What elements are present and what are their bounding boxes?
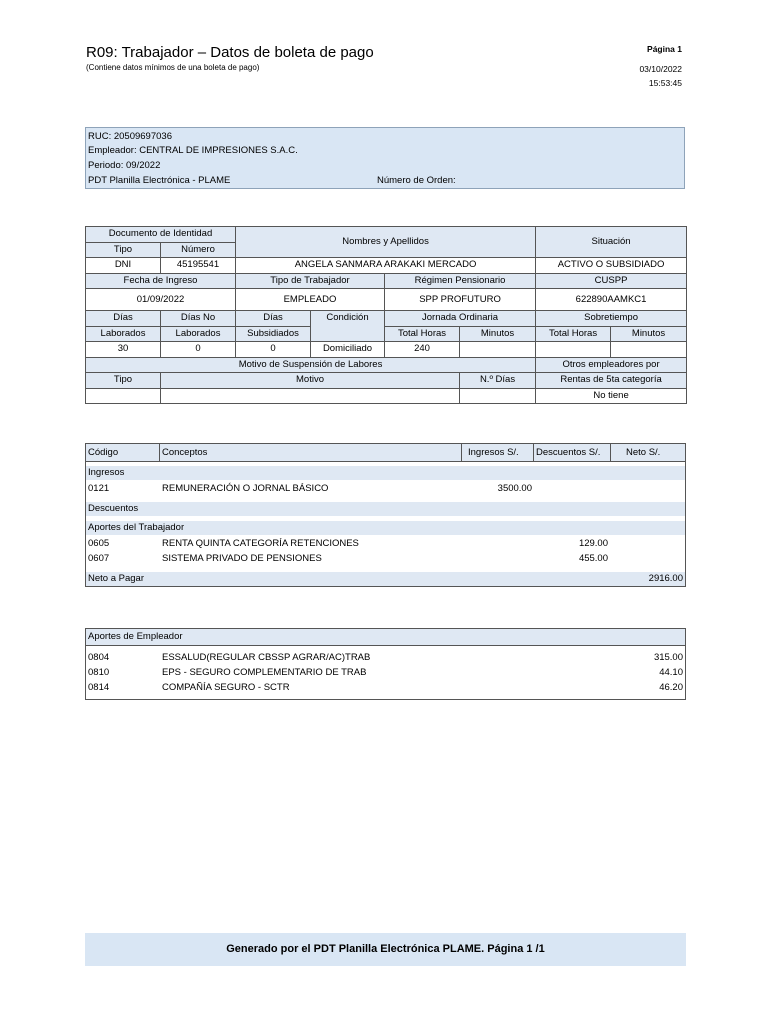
worker-status: ACTIVO O SUBSIDIADO bbox=[536, 258, 687, 274]
other-employers-header-2: Rentas de 5ta categoría bbox=[536, 373, 687, 389]
hire-date: 01/09/2022 bbox=[86, 289, 236, 311]
other-employers-header-1: Otros empleadores por bbox=[536, 357, 687, 373]
overtime-minutes-header: Minutos bbox=[611, 326, 687, 342]
doc-number-header: Número bbox=[161, 242, 236, 258]
order-number-label: Número de Orden: bbox=[377, 175, 456, 186]
suspension-days-header: N.º Días bbox=[460, 373, 536, 389]
suspension-reason-header: Motivo de Suspensión de Labores bbox=[86, 357, 536, 373]
days-not-worked-header-2: Laborados bbox=[161, 326, 236, 342]
pension-regime: SPP PROFUTURO bbox=[385, 289, 536, 311]
overtime-total-hours bbox=[536, 342, 611, 358]
names-header: Nombres y Apellidos bbox=[236, 227, 536, 258]
days-subsidized: 0 bbox=[236, 342, 311, 358]
doc-type-header: Tipo bbox=[86, 242, 161, 258]
worker-contributions-section: Aportes del Trabajador bbox=[86, 521, 685, 535]
days-not-worked: 0 bbox=[161, 342, 236, 358]
total-hours-header: Total Horas bbox=[385, 326, 460, 342]
pdt-label: PDT Planilla Electrónica - PLAME bbox=[88, 175, 231, 186]
days-not-worked-header-1: Días No bbox=[161, 311, 236, 327]
table-row: 0814 COMPAÑÍA SEGURO - SCTR 46.20 bbox=[88, 682, 683, 693]
concepts-header bbox=[86, 444, 685, 462]
total-hours: 240 bbox=[385, 342, 460, 358]
ordinary-hours-header: Jornada Ordinaria bbox=[385, 311, 536, 327]
period: Periodo: 09/2022 bbox=[88, 160, 161, 171]
overtime-minutes bbox=[611, 342, 687, 358]
overtime-header: Sobretiempo bbox=[536, 311, 687, 327]
deductions-section: Descuentos bbox=[86, 502, 685, 516]
hire-date-header: Fecha de Ingreso bbox=[86, 273, 236, 289]
page-number: Página 1 bbox=[647, 44, 682, 54]
suspension-motive-header: Motivo bbox=[161, 373, 460, 389]
net-pay-label: Neto a Pagar bbox=[88, 573, 144, 584]
cuspp-header: CUSPP bbox=[536, 273, 687, 289]
days-worked-header-2: Laborados bbox=[86, 326, 161, 342]
employer-contributions-table bbox=[85, 628, 686, 700]
concepts-column-header: Conceptos bbox=[162, 447, 208, 458]
net-column-header: Neto S/. bbox=[626, 447, 661, 458]
table-row: 0121 REMUNERACIÓN O JORNAL BÁSICO 3500.00 bbox=[88, 483, 532, 494]
doc-type: DNI bbox=[86, 258, 161, 274]
report-time: 15:53:45 bbox=[648, 78, 682, 88]
doc-identity-header: Documento de Identidad bbox=[86, 227, 236, 243]
employer-contributions-header: Aportes de Empleador bbox=[86, 629, 685, 646]
net-pay-amount: 2916.00 bbox=[648, 573, 683, 584]
suspension-type bbox=[86, 388, 161, 404]
table-row: 0607 SISTEMA PRIVADO DE PENSIONES 455.00 bbox=[88, 553, 608, 564]
other-employers: No tiene bbox=[536, 388, 687, 404]
worker-name: ANGELA SANMARA ARAKAKI MERCADO bbox=[236, 258, 536, 274]
footer: Generado por el PDT Planilla Electrónica PLAME. Página 1 /1 bbox=[85, 933, 686, 966]
doc-number: 45195541 bbox=[161, 258, 236, 274]
minutes bbox=[460, 342, 536, 358]
report-date: 03/10/2022 bbox=[639, 64, 682, 74]
suspension-type-header: Tipo bbox=[86, 373, 161, 389]
ruc: RUC: 20509697036 bbox=[88, 131, 172, 142]
days-subsidized-header-1: Días bbox=[236, 311, 311, 327]
table-row: 0605 RENTA QUINTA CATEGORÍA RETENCIONES 129.00 bbox=[88, 538, 608, 549]
table-row: 0810 EPS - SEGURO COMPLEMENTARIO DE TRAB 44.10 bbox=[88, 667, 683, 678]
minutes-header: Minutos bbox=[460, 326, 536, 342]
income-section: Ingresos bbox=[86, 466, 685, 480]
table-row: 0804 ESSALUD(REGULAR CBSSP AGRAR/AC)TRAB 315.00 bbox=[88, 652, 683, 663]
code-column-header: Código bbox=[88, 447, 119, 458]
worker-table bbox=[85, 226, 687, 404]
worker-type-header: Tipo de Trabajador bbox=[236, 273, 385, 289]
report-subtitle: (Contiene datos mínimos de una boleta de pago) bbox=[86, 63, 260, 72]
condition-header: Condición bbox=[311, 311, 385, 342]
days-worked-header-1: Días bbox=[86, 311, 161, 327]
days-worked: 30 bbox=[86, 342, 161, 358]
income-column-header: Ingresos S/. bbox=[468, 447, 519, 458]
condition: Domiciliado bbox=[311, 342, 385, 358]
pension-regime-header: Régimen Pensionario bbox=[385, 273, 536, 289]
cuspp: 622890AAMKC1 bbox=[536, 289, 687, 311]
status-header: Situación bbox=[536, 227, 687, 258]
overtime-total-hours-header: Total Horas bbox=[536, 326, 611, 342]
net-pay-row bbox=[86, 572, 685, 586]
worker-type: EMPLEADO bbox=[236, 289, 385, 311]
suspension-days bbox=[460, 388, 536, 404]
suspension-motive bbox=[161, 388, 460, 404]
concepts-table bbox=[85, 443, 686, 587]
employer-name: Empleador: CENTRAL DE IMPRESIONES S.A.C. bbox=[88, 145, 298, 156]
days-subsidized-header-2: Subsidiados bbox=[236, 326, 311, 342]
deductions-column-header: Descuentos S/. bbox=[536, 447, 601, 458]
report-title: R09: Trabajador – Datos de boleta de pago bbox=[86, 44, 374, 61]
employer-info-box bbox=[85, 127, 685, 189]
